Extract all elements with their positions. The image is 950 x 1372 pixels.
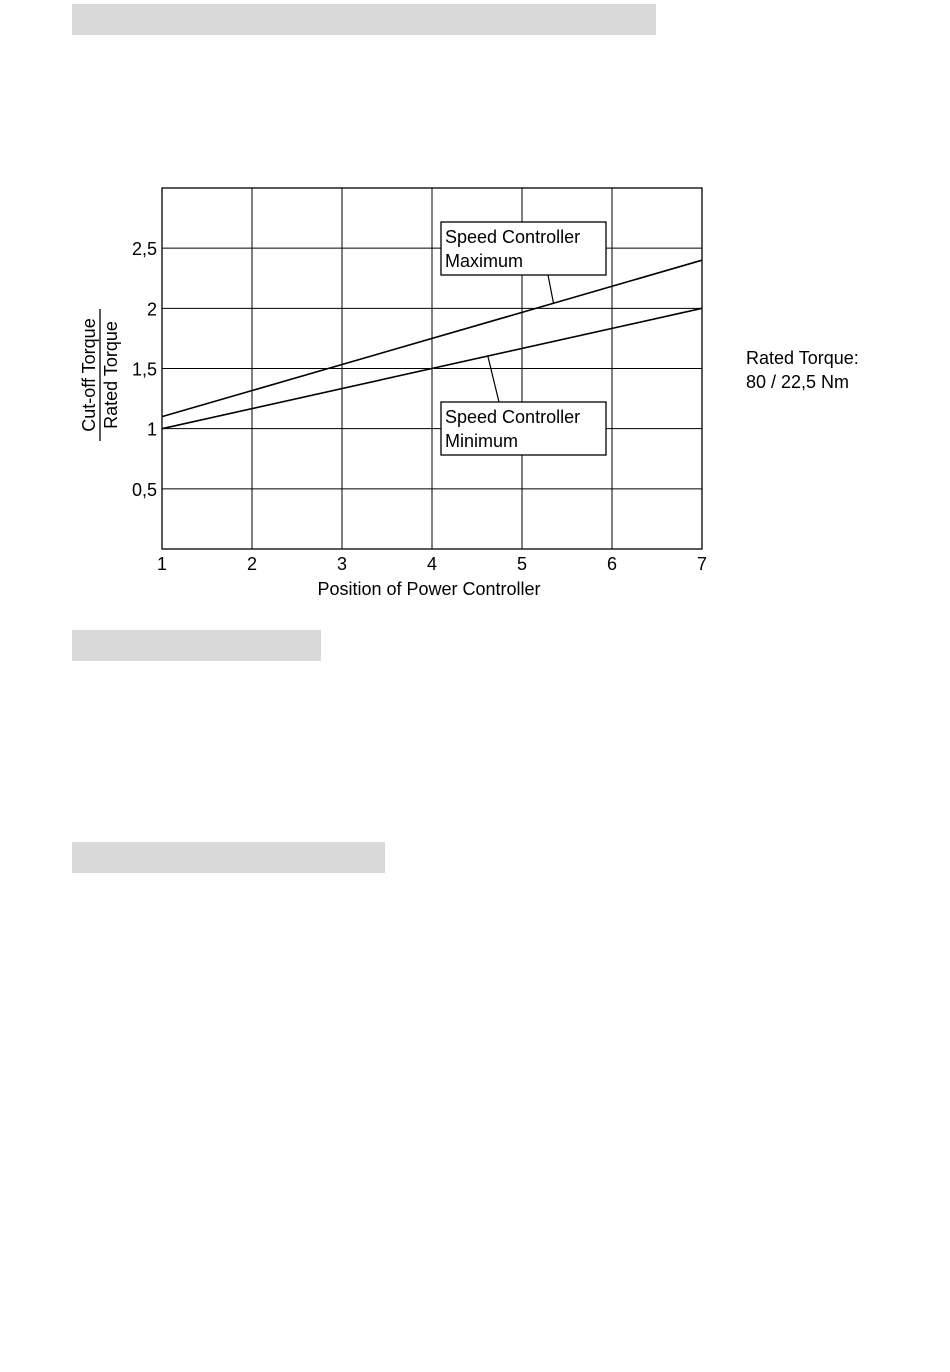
y-axis-label-numerator: Cut-off Torque xyxy=(79,318,99,432)
annotation-label-minimum-line1: Speed Controller xyxy=(445,407,581,427)
y-tick-label: 2 xyxy=(146,299,157,320)
y-tick-label: 1 xyxy=(146,419,157,440)
annotation-label-maximum-line1: Speed Controller xyxy=(445,227,581,247)
y-axis-label-denominator: Rated Torque xyxy=(101,321,121,429)
rated-torque-note xyxy=(746,346,859,394)
annotation-label-maximum-line2: Maximum xyxy=(445,251,524,271)
rated-torque-label: Rated Torque: xyxy=(746,348,859,368)
annotation-label-minimum-line2: Minimum xyxy=(445,431,519,451)
y-tick-label: 2,5 xyxy=(131,239,157,260)
x-tick-label: 4 xyxy=(426,554,438,574)
y-tick-label: 0,5 xyxy=(131,479,157,500)
x-tick-label: 2 xyxy=(246,554,258,574)
x-axis-label: Position of Power Controller xyxy=(317,579,541,599)
x-tick-label: 1 xyxy=(156,554,168,574)
annotation-leader-maximum xyxy=(548,275,554,303)
chart-annotations xyxy=(441,222,606,455)
y-axis-label xyxy=(79,309,121,441)
x-tick-label: 5 xyxy=(516,554,528,574)
annotation-leader-minimum xyxy=(488,356,499,402)
x-tick-label: 6 xyxy=(606,554,618,574)
x-tick-label: 3 xyxy=(336,554,348,574)
x-tick-label: 7 xyxy=(696,554,708,574)
y-tick-label: 1,5 xyxy=(131,359,157,380)
rated-torque-value: 80 / 22,5 Nm xyxy=(746,372,850,392)
tick-labels xyxy=(132,239,707,574)
